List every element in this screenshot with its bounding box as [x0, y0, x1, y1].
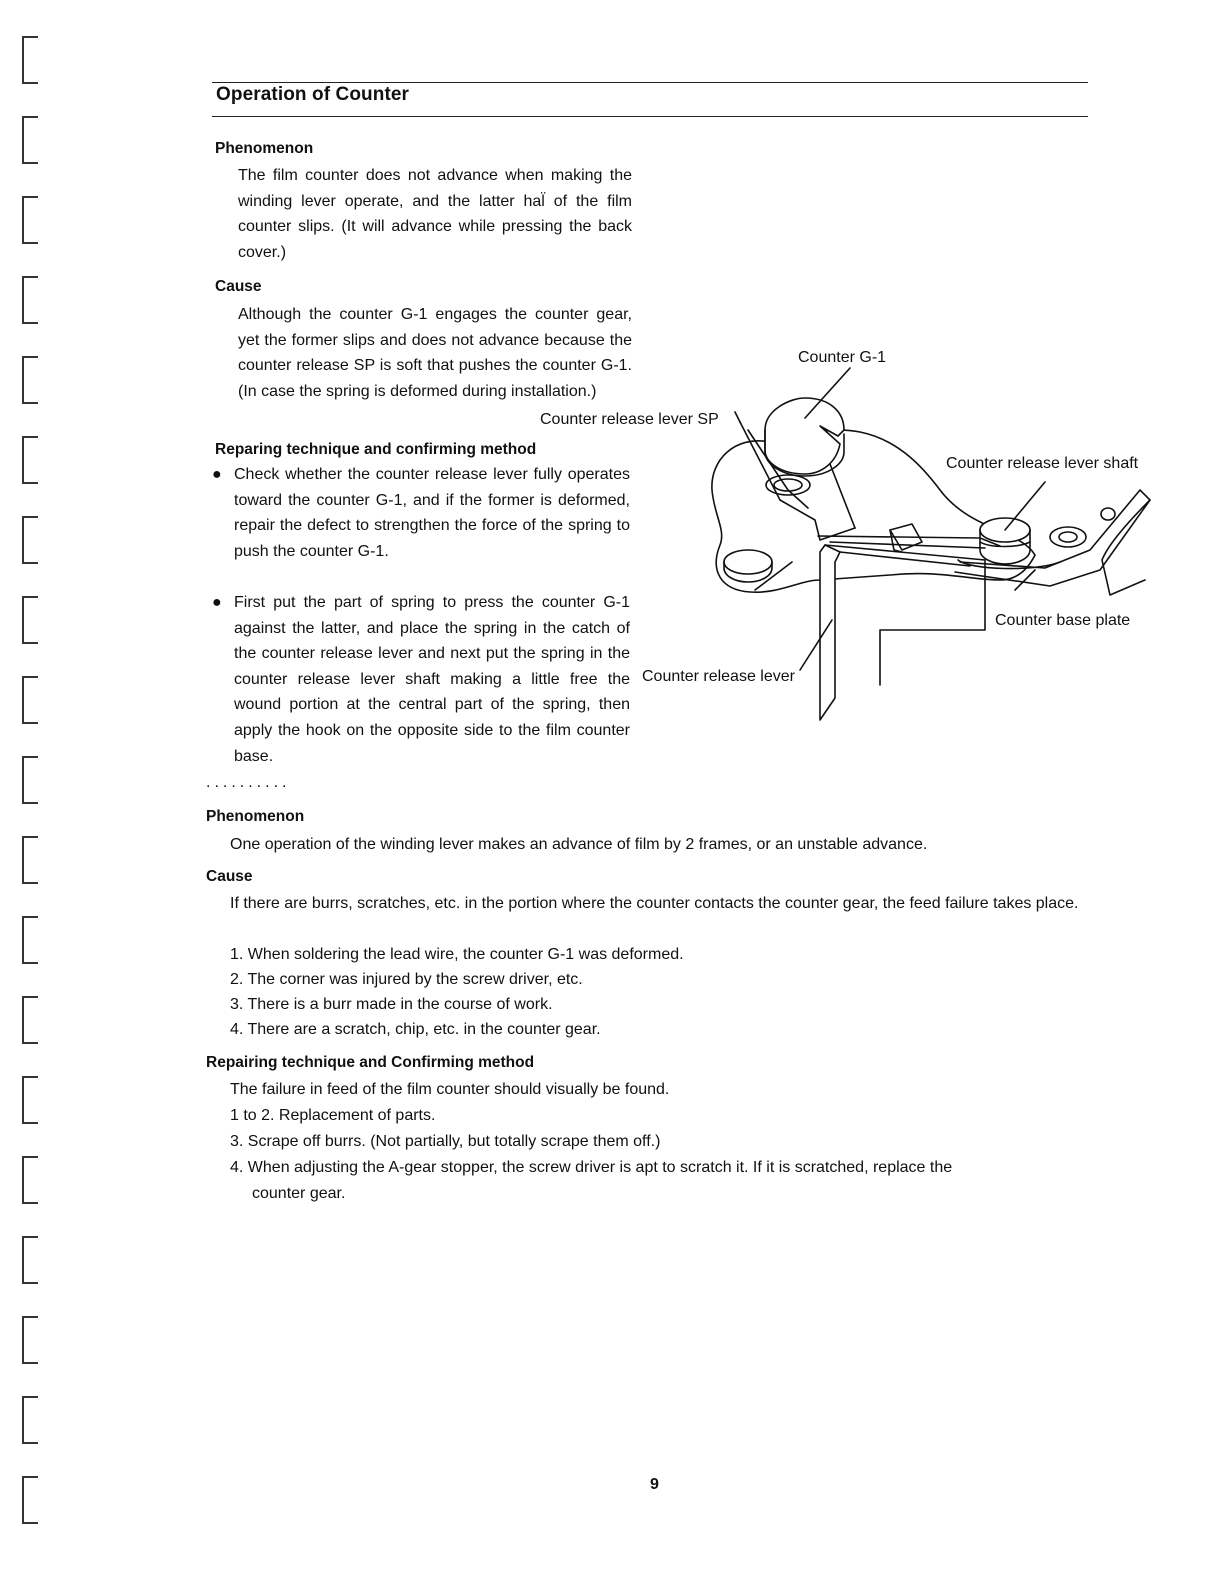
repair-heading-2: Repairing technique and Confirming method [206, 1054, 535, 1071]
binder-bracket [22, 276, 38, 324]
label-release-lever-sp: Counter release lever SP [540, 411, 719, 428]
label-release-lever-shaft: Counter release lever shaft [946, 455, 1139, 472]
repair-intro-2: The failure in feed of the film counter should visually be found. [230, 1081, 670, 1098]
cause-intro-2: If there are burrs, scratches, etc. in the portion where the counter contacts the counter gear, the feed failure takes place. [230, 895, 1079, 912]
binder-bracket [22, 676, 38, 724]
binder-bracket [22, 596, 38, 644]
repair-item: 1 to 2. Replacement of parts. [230, 1107, 436, 1124]
binder-bracket [22, 996, 38, 1044]
binder-bracket [22, 916, 38, 964]
binder-bracket [22, 436, 38, 484]
binder-bracket [22, 1316, 38, 1364]
binder-bracket [22, 356, 38, 404]
phenomenon-text-2: One operation of the winding lever makes an advance of film by 2 frames, or an unstable advance. [230, 836, 928, 853]
cause-item: 4. There are a scratch, chip, etc. in the counter gear. [230, 1021, 601, 1038]
counter-mechanism-diagram [640, 340, 1180, 750]
repair-item: 4. When adjusting the A-gear stopper, the screw driver is apt to scratch it. If it is scratched, replace the [230, 1159, 953, 1176]
phenomenon-heading-2: Phenomenon [206, 808, 305, 825]
binder-bracket [22, 516, 38, 564]
phenomenon-text: The film counter does not advance when making the winding lever operate, and the latter hal̈ of the film counter slips. (It will advance while pressing the back cover.) [238, 167, 632, 261]
section-title: Operation of Counter [216, 84, 410, 105]
repair-item: 3. Scrape off burrs. (Not partially, but totally scrape them off.) [230, 1133, 661, 1150]
cause-heading-2: Cause [206, 868, 253, 885]
repair-bullet [212, 462, 630, 564]
cause-item: 3. There is a burr made in the course of work. [230, 996, 553, 1013]
binder-bracket [22, 1236, 38, 1284]
binder-bracket [22, 1076, 38, 1124]
binder-bracket [22, 756, 38, 804]
page-number: 9 [650, 1476, 659, 1493]
header-rule-top [212, 82, 1088, 83]
label-counter-g1: Counter G-1 [798, 349, 887, 366]
label-release-lever: Counter release lever [642, 668, 795, 685]
separator-dots: .......... [206, 774, 291, 791]
header-rule-bottom [212, 116, 1088, 117]
binder-bracket [22, 1396, 38, 1444]
repair-heading: Reparing technique and confirming method [215, 441, 537, 458]
binder-bracket [22, 1156, 38, 1204]
label-base-plate: Counter base plate [995, 612, 1131, 629]
phenomenon-heading: Phenomenon [215, 140, 314, 157]
bullet-text: First put the part of spring to press the counter G-1 against the latter, and place the spring in the catch of the counter release lever and next put the spring in the counter release lever shaft making a little free the wound portion at the central part of the spring, then apply the hook on the opposite side to the film counter base. [234, 594, 630, 765]
bullet-dot-icon: ● [212, 594, 222, 611]
bullet-dot-icon: ● [212, 466, 222, 483]
binder-bracket [22, 1476, 38, 1524]
cause-item: 2. The corner was injured by the screw driver, etc. [230, 971, 583, 988]
binder-bracket [22, 116, 38, 164]
cause-text: Although the counter G-1 engages the counter gear, yet the former slips and does not advance because the counter release SP is soft that pushes the counter G-1. (In case the spring is deformed during installation.) [238, 306, 632, 400]
cause-heading: Cause [215, 278, 262, 295]
binder-bracket [22, 196, 38, 244]
binder-bracket [22, 836, 38, 884]
repair-item-continuation: counter gear. [252, 1185, 346, 1202]
binder-bracket [22, 36, 38, 84]
bullet-text: Check whether the counter release lever fully operates toward the counter G-1, and if the former is deformed, repair the defect to strengthen the force of the spring to push the counter G-1. [234, 466, 630, 560]
cause-item: 1. When soldering the lead wire, the counter G-1 was deformed. [230, 946, 684, 963]
repair-bullet [212, 590, 630, 769]
